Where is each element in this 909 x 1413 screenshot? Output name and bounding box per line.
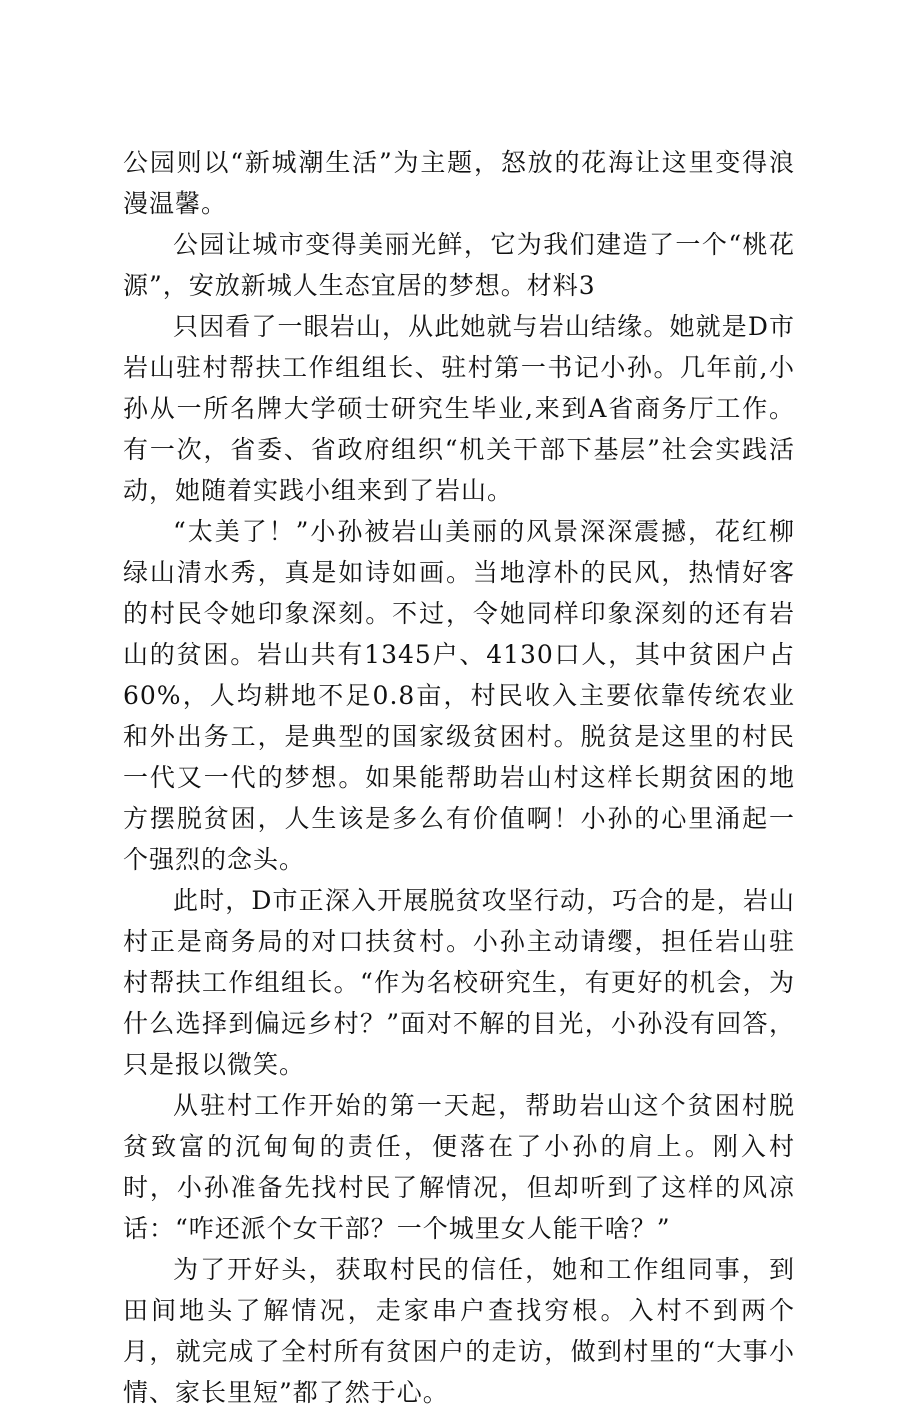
paragraph-3: 只因看了一眼岩山，从此她就与岩山结缘。她就是D市岩山驻村帮扶工作组组长、驻村第一书记小孙。几年前,小孙从一所名牌大学硕士研究生毕业,来到A省商务厅工作。有一次，省委、省政府组织“机关干部下基层”社会实践活动，她随着实践小组来到了岩山。 (123, 312, 795, 505)
paragraph-4: “太美了！”小孙被岩山美丽的风景深深震撼，花红柳绿山清水秀，真是如诗如画。当地淳朴的民风，热情好客的村民令她印象深刻。不过，令她同样印象深刻的还有岩山的贫困。岩山共有1345户、4130口人，其中贫困户占60%，人均耕地不足0.8亩，村民收入主要依靠传统农业和外出务工，是典型的国家级贫困村。脱贫是这里的村民一代又一代的梦想。如果能帮助岩山村这样长期贫困的地方摆脱贫困，人生该是多么有价值啊！小孙的心里涌起一个强烈的念头。 (123, 517, 795, 874)
paragraph-5: 此时，D市正深入开展脱贫攻坚行动，巧合的是，岩山村正是商务局的对口扶贫村。小孙主动请缨，担任岩山驻村帮扶工作组组长。“作为名校研究生，有更好的机会，为什么选择到偏远乡村？”面对不解的目光，小孙没有回答，只是报以微笑。 (123, 886, 795, 1079)
paragraph-2: 公园让城市变得美丽光鲜，它为我们建造了一个“桃花源”，安放新城人生态宜居的梦想。材料3 (123, 230, 795, 300)
paragraph-6: 从驻村工作开始的第一天起，帮助岩山这个贫困村脱贫致富的沉甸甸的责任，便落在了小孙的肩上。刚入村时，小孙准备先找村民了解情况，但却听到了这样的风凉话：“咋还派个女干部？一个城里女人能干啥？” (123, 1091, 795, 1243)
document-body (123, 142, 795, 1413)
paragraph-7: 为了开好头，获取村民的信任，她和工作组同事，到田间地头了解情况，走家串户查找穷根。入村不到两个月，就完成了全村所有贫困户的走访，做到村里的“大事小情、家长里短”都了然于心。 (123, 1255, 795, 1407)
paragraph-1: 公园则以“新城潮生活”为主题，怒放的花海让这里变得浪漫温馨。 (123, 148, 795, 218)
